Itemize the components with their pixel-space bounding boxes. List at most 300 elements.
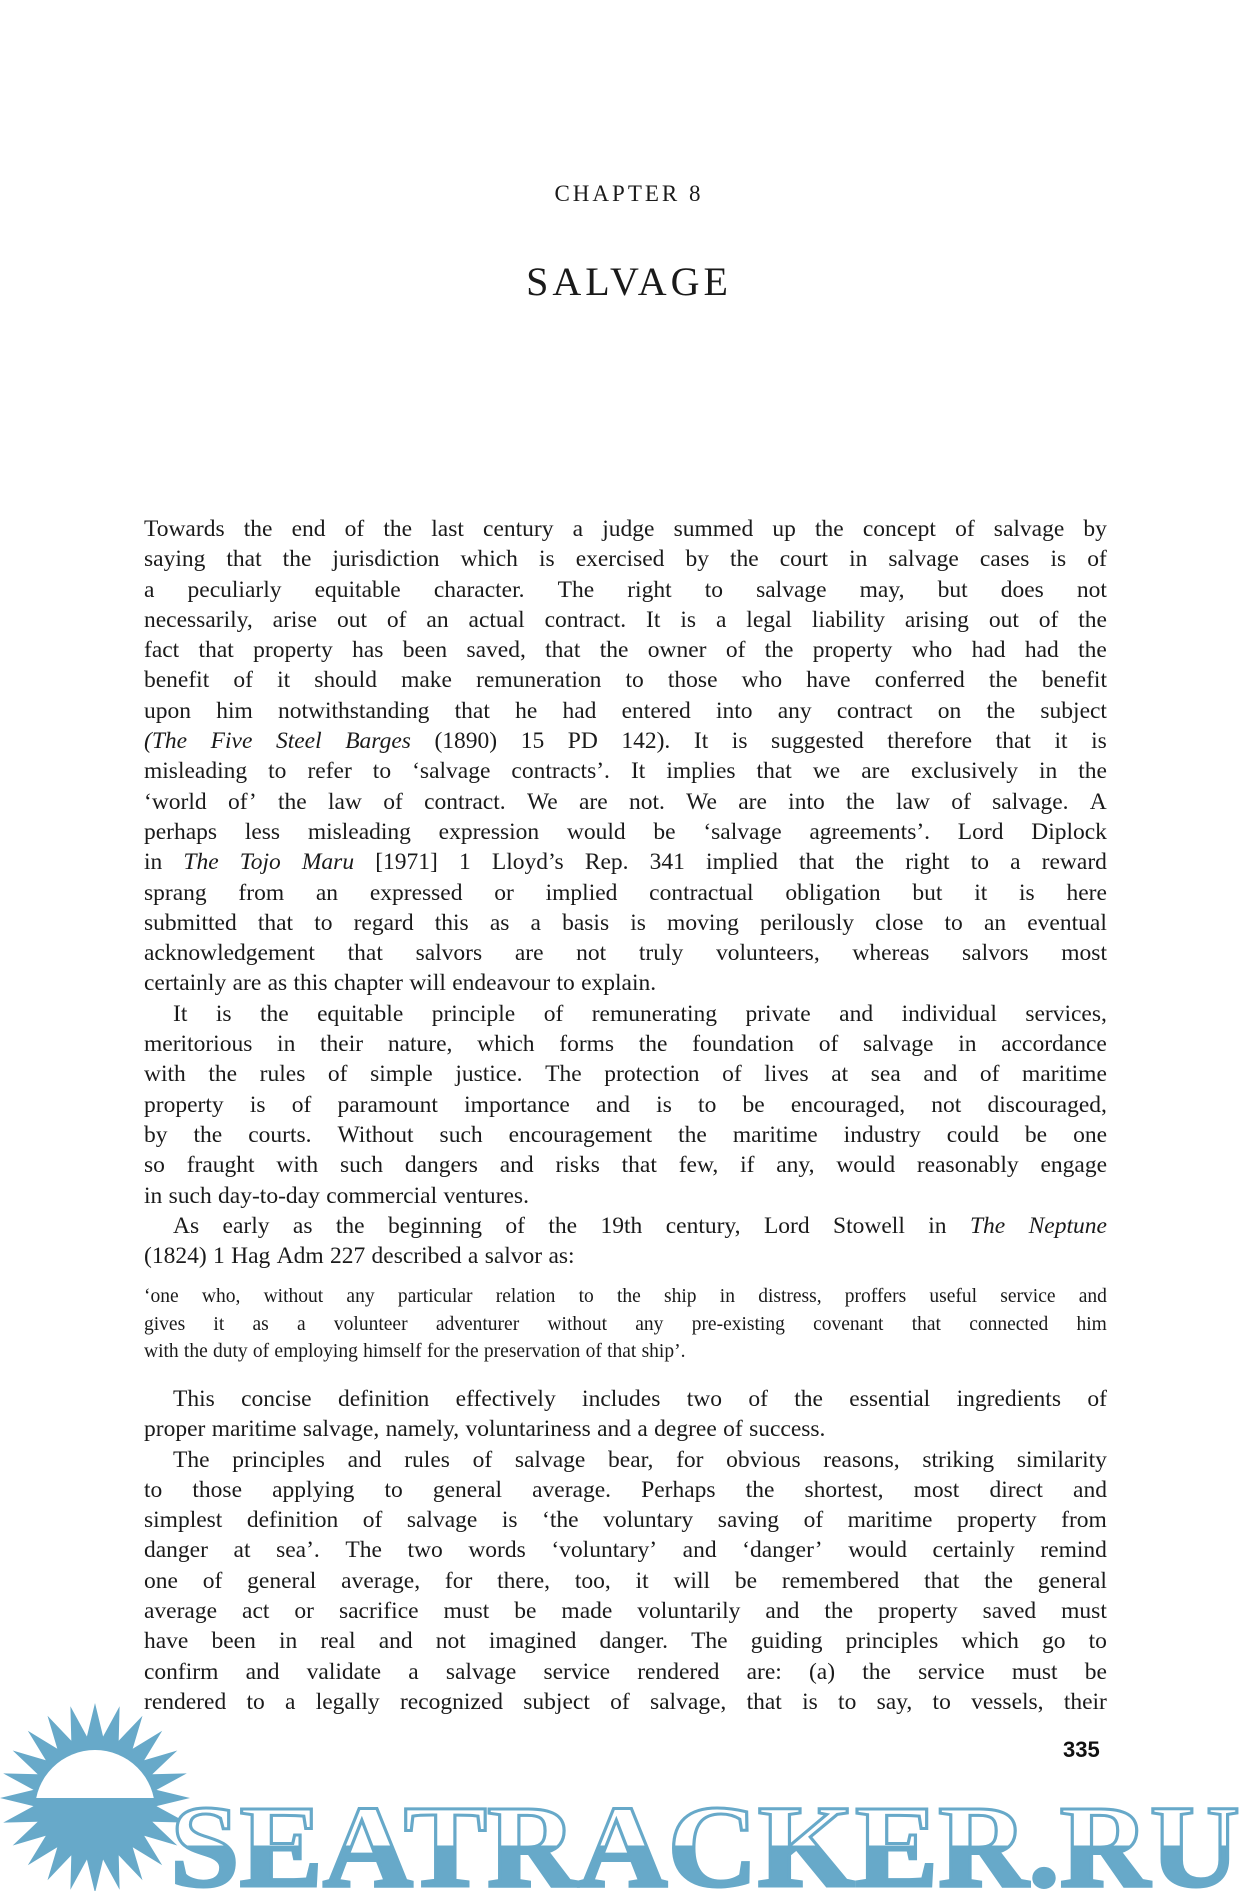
word: words	[468, 1537, 526, 1564]
word: by	[144, 1121, 168, 1148]
word: which	[961, 1628, 1019, 1655]
word: of	[386, 606, 407, 633]
word: 1	[459, 849, 471, 876]
word: maritime	[847, 1507, 933, 1534]
word: that	[257, 909, 294, 936]
word: It	[173, 1000, 188, 1027]
word: principles	[232, 1446, 325, 1473]
word: concept	[862, 516, 936, 542]
word: actual	[468, 606, 525, 633]
text-line	[144, 544, 1107, 574]
word: any	[346, 1286, 375, 1308]
word: judge	[602, 516, 655, 542]
word: any,	[776, 1152, 815, 1179]
word: saved,	[466, 637, 526, 664]
word: the	[678, 1121, 707, 1148]
word: Adm	[276, 1243, 324, 1270]
word: sea	[870, 1061, 901, 1088]
word: the	[282, 546, 312, 573]
word: not	[1076, 576, 1107, 603]
text-line	[144, 1445, 1107, 1475]
word: average,	[341, 1567, 421, 1594]
word: is	[1091, 728, 1107, 755]
word: in	[958, 1031, 977, 1058]
word: truly	[638, 940, 684, 967]
text-line	[144, 635, 1107, 665]
word: of	[472, 1446, 493, 1473]
word: be	[1024, 1121, 1048, 1148]
word: will	[673, 1567, 711, 1594]
word: not.	[628, 788, 665, 815]
word: The	[345, 1537, 382, 1564]
word: as	[267, 970, 288, 997]
word: is	[501, 1507, 518, 1534]
word: pre-existing	[691, 1313, 785, 1335]
word: of	[505, 1212, 525, 1239]
word: to	[314, 909, 333, 936]
word: of	[202, 1567, 223, 1594]
word: he	[515, 697, 538, 724]
word: their	[320, 1031, 364, 1058]
word: must	[1061, 1598, 1107, 1624]
word: must	[1011, 1658, 1058, 1685]
word: has	[352, 637, 384, 664]
word: (a)	[808, 1658, 836, 1685]
word: justice.	[455, 1061, 523, 1088]
word: risks	[555, 1152, 600, 1179]
word: of	[233, 667, 253, 694]
word: to	[944, 909, 963, 936]
word: ship’.	[641, 1341, 686, 1363]
word: two	[686, 1385, 722, 1412]
quote-line	[144, 1338, 1107, 1366]
word: remembered	[781, 1567, 900, 1594]
word: We	[686, 788, 717, 815]
word: The	[691, 1628, 728, 1655]
word: should	[314, 667, 377, 694]
word: legally	[315, 1688, 380, 1715]
word: sacrifice	[338, 1598, 419, 1624]
word: described	[371, 1243, 462, 1270]
word: meritorious	[144, 1031, 253, 1058]
word: ‘danger’	[742, 1537, 823, 1564]
word: the	[208, 1061, 238, 1088]
word: to	[1088, 1628, 1107, 1655]
word: and	[765, 1598, 800, 1624]
word: of	[1038, 606, 1059, 633]
word: protection	[604, 1061, 700, 1088]
word: court	[779, 546, 829, 573]
text-line	[144, 514, 1107, 544]
word: service	[1000, 1286, 1056, 1308]
word: reasons,	[823, 1446, 900, 1473]
word: rendered	[144, 1688, 227, 1715]
watermark-logo	[0, 1700, 1258, 1891]
word: benefit	[144, 667, 210, 694]
word: direct	[989, 1476, 1043, 1503]
word: here	[1066, 879, 1107, 906]
word: general	[247, 1567, 317, 1594]
word: is	[1019, 879, 1035, 906]
word: notwithstanding	[277, 697, 430, 724]
word: whereas	[852, 940, 930, 967]
word: century	[483, 516, 554, 542]
word: end	[291, 516, 326, 542]
word: character.	[433, 576, 525, 603]
word: definition	[337, 1385, 430, 1412]
word: of	[725, 637, 746, 664]
word: reasonably	[916, 1152, 1019, 1179]
case-name-word: The	[969, 1212, 1006, 1239]
word: of	[1087, 546, 1107, 573]
word: or	[494, 879, 514, 906]
word: of	[955, 516, 975, 542]
word: of’	[227, 788, 257, 815]
word: right	[905, 849, 950, 876]
word: Diplock	[1031, 818, 1107, 845]
word: maritime	[732, 1121, 818, 1148]
word: contracts’.	[511, 758, 610, 785]
word: misleading	[307, 818, 411, 845]
word: and	[245, 1658, 280, 1685]
word: are	[514, 940, 544, 967]
word: those	[667, 667, 718, 694]
word: as	[489, 909, 510, 936]
word: to	[144, 1476, 163, 1503]
word: the	[862, 1658, 891, 1685]
word: in	[1038, 758, 1058, 785]
word: are	[578, 788, 608, 815]
word: maritime	[211, 1416, 297, 1443]
word: the	[729, 546, 759, 573]
word: century,	[665, 1212, 741, 1239]
word: saved	[982, 1598, 1037, 1624]
word: a	[637, 1416, 648, 1443]
word: the	[243, 516, 273, 542]
word: the	[986, 697, 1016, 724]
word: by	[1083, 516, 1107, 542]
word: the	[984, 1567, 1013, 1594]
word: such	[439, 1121, 483, 1148]
word: to	[838, 1688, 857, 1715]
word: beginning	[388, 1212, 483, 1239]
word: the	[1078, 606, 1107, 633]
word: a	[715, 606, 727, 633]
word: acknowledgement	[144, 940, 315, 967]
word: on	[937, 697, 962, 724]
word: most	[1061, 940, 1107, 967]
page-number: 335	[1063, 1737, 1100, 1762]
word: Rep.	[584, 849, 629, 876]
word: subject	[1040, 697, 1107, 724]
word: in	[849, 546, 868, 573]
word: that	[545, 637, 581, 664]
word: and	[499, 1152, 534, 1179]
word: Perhaps	[641, 1476, 716, 1503]
word: of	[1087, 1385, 1107, 1412]
word: are	[861, 758, 890, 785]
word: of	[252, 1341, 270, 1363]
word: rules	[404, 1446, 450, 1473]
word: average.	[532, 1476, 612, 1503]
case-name-word: Barges	[345, 728, 411, 755]
word: act	[242, 1598, 270, 1624]
word: be	[514, 1598, 537, 1624]
word: benefit	[1041, 667, 1107, 694]
word: but	[912, 879, 943, 906]
word: contract	[836, 697, 913, 724]
word: and	[1078, 1286, 1107, 1308]
word: it	[635, 1567, 649, 1594]
word: cases	[979, 546, 1030, 573]
case-name-word: (The	[144, 728, 188, 755]
word: As	[173, 1212, 200, 1239]
word: of	[748, 1385, 768, 1412]
word: (1824)	[144, 1243, 207, 1270]
word: be	[742, 1091, 765, 1118]
quote-line	[144, 1283, 1107, 1311]
word: too,	[574, 1567, 611, 1594]
text-line	[144, 968, 1107, 998]
word: who	[911, 637, 953, 664]
text-line	[144, 696, 1107, 726]
word: implied	[545, 879, 618, 906]
word: of	[344, 516, 365, 542]
word: discouraged,	[987, 1091, 1107, 1118]
word: endeavour	[452, 970, 551, 997]
word: validate	[306, 1658, 382, 1685]
word: importance	[464, 1091, 570, 1118]
word: and	[597, 1416, 632, 1443]
word: It	[693, 728, 709, 755]
word: right	[627, 576, 672, 603]
text-line	[144, 575, 1107, 605]
word: be	[734, 1567, 758, 1594]
word: at	[831, 1061, 849, 1088]
word: and	[682, 1537, 717, 1564]
word: Lord	[763, 1212, 810, 1239]
word: is	[802, 1688, 818, 1715]
word: who	[741, 667, 783, 694]
word: danger	[144, 1537, 208, 1564]
word: private	[745, 1000, 811, 1027]
word: so	[144, 1152, 165, 1179]
word: certainly	[932, 1537, 1015, 1564]
word: that	[607, 1341, 637, 1363]
word: vessels,	[971, 1688, 1044, 1715]
word: will	[409, 970, 446, 997]
word: a	[408, 1658, 419, 1685]
word: go	[1041, 1628, 1066, 1655]
text-line	[144, 878, 1107, 908]
word: to	[578, 1286, 594, 1308]
word: the	[1078, 637, 1107, 664]
word: property	[812, 637, 893, 664]
word: made	[561, 1598, 613, 1624]
word: for	[426, 1341, 450, 1363]
word: had	[1024, 637, 1059, 664]
text-line	[144, 605, 1107, 635]
word: there,	[497, 1567, 550, 1594]
word: simple	[370, 1061, 433, 1088]
word: lives	[764, 1061, 809, 1088]
word: is	[249, 1091, 266, 1118]
word: namely,	[385, 1416, 460, 1443]
word: principle	[431, 1000, 516, 1027]
word: could	[946, 1121, 999, 1148]
word: connected	[969, 1313, 1049, 1335]
text-line	[144, 999, 1107, 1029]
word: such	[168, 1182, 212, 1209]
word: voluntary	[603, 1507, 694, 1534]
word: one	[144, 1567, 178, 1594]
word: up	[772, 516, 796, 542]
word: a	[572, 516, 584, 542]
word: exercised	[575, 546, 665, 573]
word: property	[253, 637, 333, 664]
word: this	[293, 970, 328, 997]
word: an	[983, 909, 1007, 936]
word: that	[226, 546, 262, 573]
word: peculiarly	[187, 576, 282, 603]
word: that	[798, 849, 835, 876]
word: law	[327, 788, 362, 815]
word: remunerating	[591, 1000, 718, 1027]
word: salvage	[863, 1031, 934, 1058]
text-line	[144, 908, 1107, 938]
word: Without	[337, 1121, 414, 1148]
word: simplest	[144, 1507, 223, 1534]
word: not	[931, 1091, 962, 1118]
text-line	[144, 1505, 1107, 1535]
word: average	[144, 1598, 218, 1624]
word: that	[454, 697, 490, 724]
word: a	[285, 1688, 296, 1715]
word: salvage,	[302, 1416, 380, 1443]
word: 227	[329, 1243, 366, 1270]
word: services,	[1025, 1000, 1107, 1027]
word: to	[932, 1688, 951, 1715]
word: the	[616, 1286, 641, 1308]
case-name-word: Steel	[275, 728, 322, 755]
word: real	[320, 1628, 356, 1655]
word: day-to-day	[218, 1182, 320, 1209]
word: perhaps	[144, 818, 218, 845]
word: from	[1061, 1507, 1107, 1534]
word: basis	[562, 909, 610, 936]
word: to	[698, 1091, 717, 1118]
case-name-word: Tojo	[239, 849, 281, 876]
word: legal	[746, 606, 792, 633]
word: general	[1037, 1567, 1107, 1594]
word: covenant	[813, 1313, 884, 1335]
word: agreements’.	[809, 818, 931, 845]
word: into	[788, 788, 825, 815]
word: expression	[438, 818, 540, 845]
quote-line	[144, 1311, 1107, 1339]
word: Stowell	[833, 1212, 905, 1239]
word: and	[347, 1446, 382, 1473]
word: the	[335, 1212, 365, 1239]
word: rendered	[637, 1658, 720, 1685]
word: that	[746, 1688, 782, 1715]
word: useful	[929, 1286, 978, 1308]
word: an	[426, 606, 449, 633]
word: is	[538, 546, 555, 573]
word: of	[979, 1061, 1000, 1088]
word: and	[1073, 1476, 1107, 1503]
text-line	[144, 1059, 1107, 1089]
word: close	[875, 909, 924, 936]
word: must	[443, 1598, 490, 1624]
chapter-title: SALVAGE	[526, 259, 732, 304]
word: moving	[667, 909, 739, 936]
text-line	[144, 756, 1107, 786]
word: essential	[849, 1385, 931, 1412]
word: of	[803, 1507, 824, 1534]
case-name-word: Maru	[301, 849, 355, 876]
word: saving	[717, 1507, 780, 1534]
word: which	[477, 1031, 535, 1058]
text-line	[144, 1181, 1107, 1211]
word: Lloyd’s	[491, 849, 564, 876]
word: be	[653, 818, 676, 845]
word: of	[383, 788, 403, 815]
word: refer	[307, 758, 352, 785]
word: accordance	[1001, 1031, 1107, 1058]
word: ‘voluntary’	[551, 1537, 658, 1564]
text-line	[144, 1414, 1107, 1444]
word: bear,	[608, 1446, 654, 1473]
word: salvors	[415, 940, 483, 967]
word: would	[566, 818, 626, 845]
word: him	[1076, 1313, 1107, 1335]
text-line	[144, 1241, 1107, 1271]
word: is	[656, 1091, 672, 1118]
word: danger.	[599, 1628, 668, 1655]
text-line	[144, 1120, 1107, 1150]
word: for	[444, 1567, 473, 1594]
word: by	[685, 546, 709, 573]
word: and	[596, 1091, 630, 1118]
word: say,	[876, 1688, 913, 1715]
word: and	[378, 1628, 413, 1655]
word: to	[372, 758, 392, 785]
word: salvage,	[649, 1688, 727, 1715]
word: guiding	[750, 1628, 823, 1655]
word: does	[1000, 576, 1044, 603]
word: in	[277, 1031, 296, 1058]
word: The	[557, 576, 595, 603]
word: liability	[811, 606, 885, 633]
word: the	[846, 788, 875, 815]
word: eventual	[1027, 909, 1107, 936]
word: reward	[1041, 849, 1107, 876]
word: of	[327, 1061, 348, 1088]
word: if	[740, 1152, 755, 1179]
word: in	[278, 1628, 298, 1655]
word: is	[1050, 546, 1067, 573]
word: the	[259, 1000, 289, 1027]
word: to	[384, 1476, 403, 1503]
text-line	[144, 1657, 1107, 1687]
word: a	[297, 1313, 306, 1335]
word: 15	[520, 728, 545, 755]
word: had	[971, 637, 1006, 664]
word: arising	[904, 606, 969, 633]
word: contract.	[544, 606, 627, 633]
word: in	[144, 1182, 163, 1209]
